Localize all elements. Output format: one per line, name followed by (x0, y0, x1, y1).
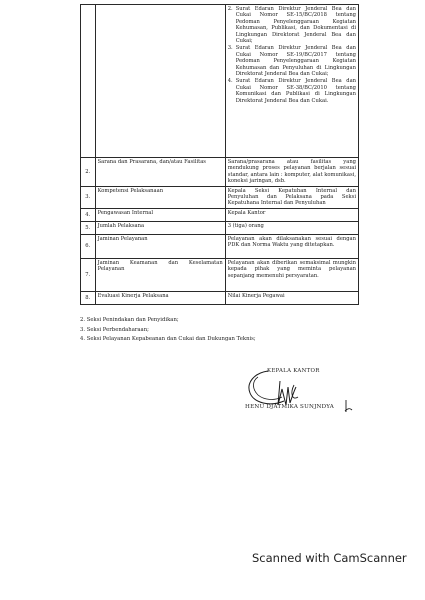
service-standard-table (80, 4, 359, 305)
row-value: Kepala Seksi Kepatuhan Internal dan Penyuluhan dan Pelaksana pada Seksi Kepatuhana Internal dan Penyuluhan (225, 186, 358, 208)
item-text: Surat Edaran Direktur Jenderal Bea dan Cukai Nomor SE-38/BC/2010 tentang Komunikasi dan Publikasi di Lingkungan Direktorat Jenderal Bea dan Cukai. (235, 78, 356, 104)
table-row (81, 291, 359, 304)
row-label: Kompetensi Pelaksanaan (95, 186, 225, 208)
row-value: 3 (tiga) orang (225, 221, 358, 234)
item-number: 3. (227, 45, 233, 52)
row-value: Pelayanan akan dilaksanakan sesuai dengan PDK dan Norma Waktu yang ditetapkan. (225, 234, 358, 258)
initial-mark (344, 398, 354, 414)
section-list-item: 3. Seksi Perbendaharaan; (80, 327, 149, 333)
regulation-list (228, 6, 356, 104)
table-row (81, 234, 359, 258)
item-text: Surat Edaran Direktur Jenderal Bea dan Cukai Nomor SE-19/BC/2017 tentang Pedoman Penyelenggaraan Kegiatan Kehumasan dan Penyuluhan di Lingkungan Direktorat Jenderal Bea dan Cukai; (235, 45, 356, 78)
row-value: Sarana/prasarana atau fasilitas yang mendukung proses pelayanan berjalan sesuai standar, antara lain : komputer, alat komunikasi, koneksi jaringan, dsb. (225, 158, 358, 187)
signatory-name: HENU DJATMIKA SUNJNDYA (245, 404, 335, 410)
scanner-watermark: Scanned with CamScanner (252, 551, 407, 565)
item-text: Surat Edaran Direktur Jenderal Bea dan Cukai Nomor SE-15/BC/2018 tentang Pedoman Penyelenggaraan Kegiatan Kehumasan, Publikasi, dan Dokumentasi di Lingkungan Direktorat Jenderal Bea dan Cukai; (235, 6, 356, 45)
table-row (81, 208, 359, 221)
list-item (228, 78, 356, 104)
row-label: Evaluasi Kinerja Pelaksana (95, 291, 225, 304)
row-number (81, 5, 96, 158)
row-label: Jumlah Pelaksana (95, 221, 225, 234)
row-label (95, 5, 225, 158)
row-number: 5. (81, 221, 96, 234)
row-value: Pelayanan akan diberikan semaksimal mungkin kepada pihak yang meminta pelayanan sepanjang memenuhi persyaratan. (225, 258, 358, 291)
row-label: Sarana dan Prasarana, dan/atau Fasilitas (95, 158, 225, 187)
table-row (81, 158, 359, 187)
section-list-item: 2. Seksi Penindakan dan Penyidikan; (80, 317, 179, 323)
table-row (81, 258, 359, 291)
row-number: 7. (81, 258, 96, 291)
table-row (81, 5, 359, 158)
row-label: Pengawasan Internal (95, 208, 225, 221)
row-number: 2. (81, 158, 96, 187)
row-number: 8. (81, 291, 96, 304)
table-row (81, 221, 359, 234)
table-row (81, 186, 359, 208)
section-list-item: 4. Seksi Pelayanan Kepabeanan dan Cukai dan Dukungan Teknis; (80, 336, 256, 342)
row-value: Kepala Kantor (225, 208, 358, 221)
list-item (228, 6, 356, 44)
signatory-title: KEPALA KANTOR (267, 368, 320, 374)
row-number: 6. (81, 234, 96, 258)
row-number: 3. (81, 186, 96, 208)
list-item (228, 45, 356, 77)
item-number: 2. (227, 6, 233, 12)
regulation-list-cell (225, 5, 358, 158)
row-label: Jaminan Keamanan dan Keselamatan Pelayanan (95, 258, 225, 291)
item-number: 4. (227, 78, 233, 85)
row-number: 4. (81, 208, 96, 221)
row-label: Jaminan Pelayanan (95, 234, 225, 258)
row-value: Nilai Kinerja Pegawai (225, 291, 358, 304)
